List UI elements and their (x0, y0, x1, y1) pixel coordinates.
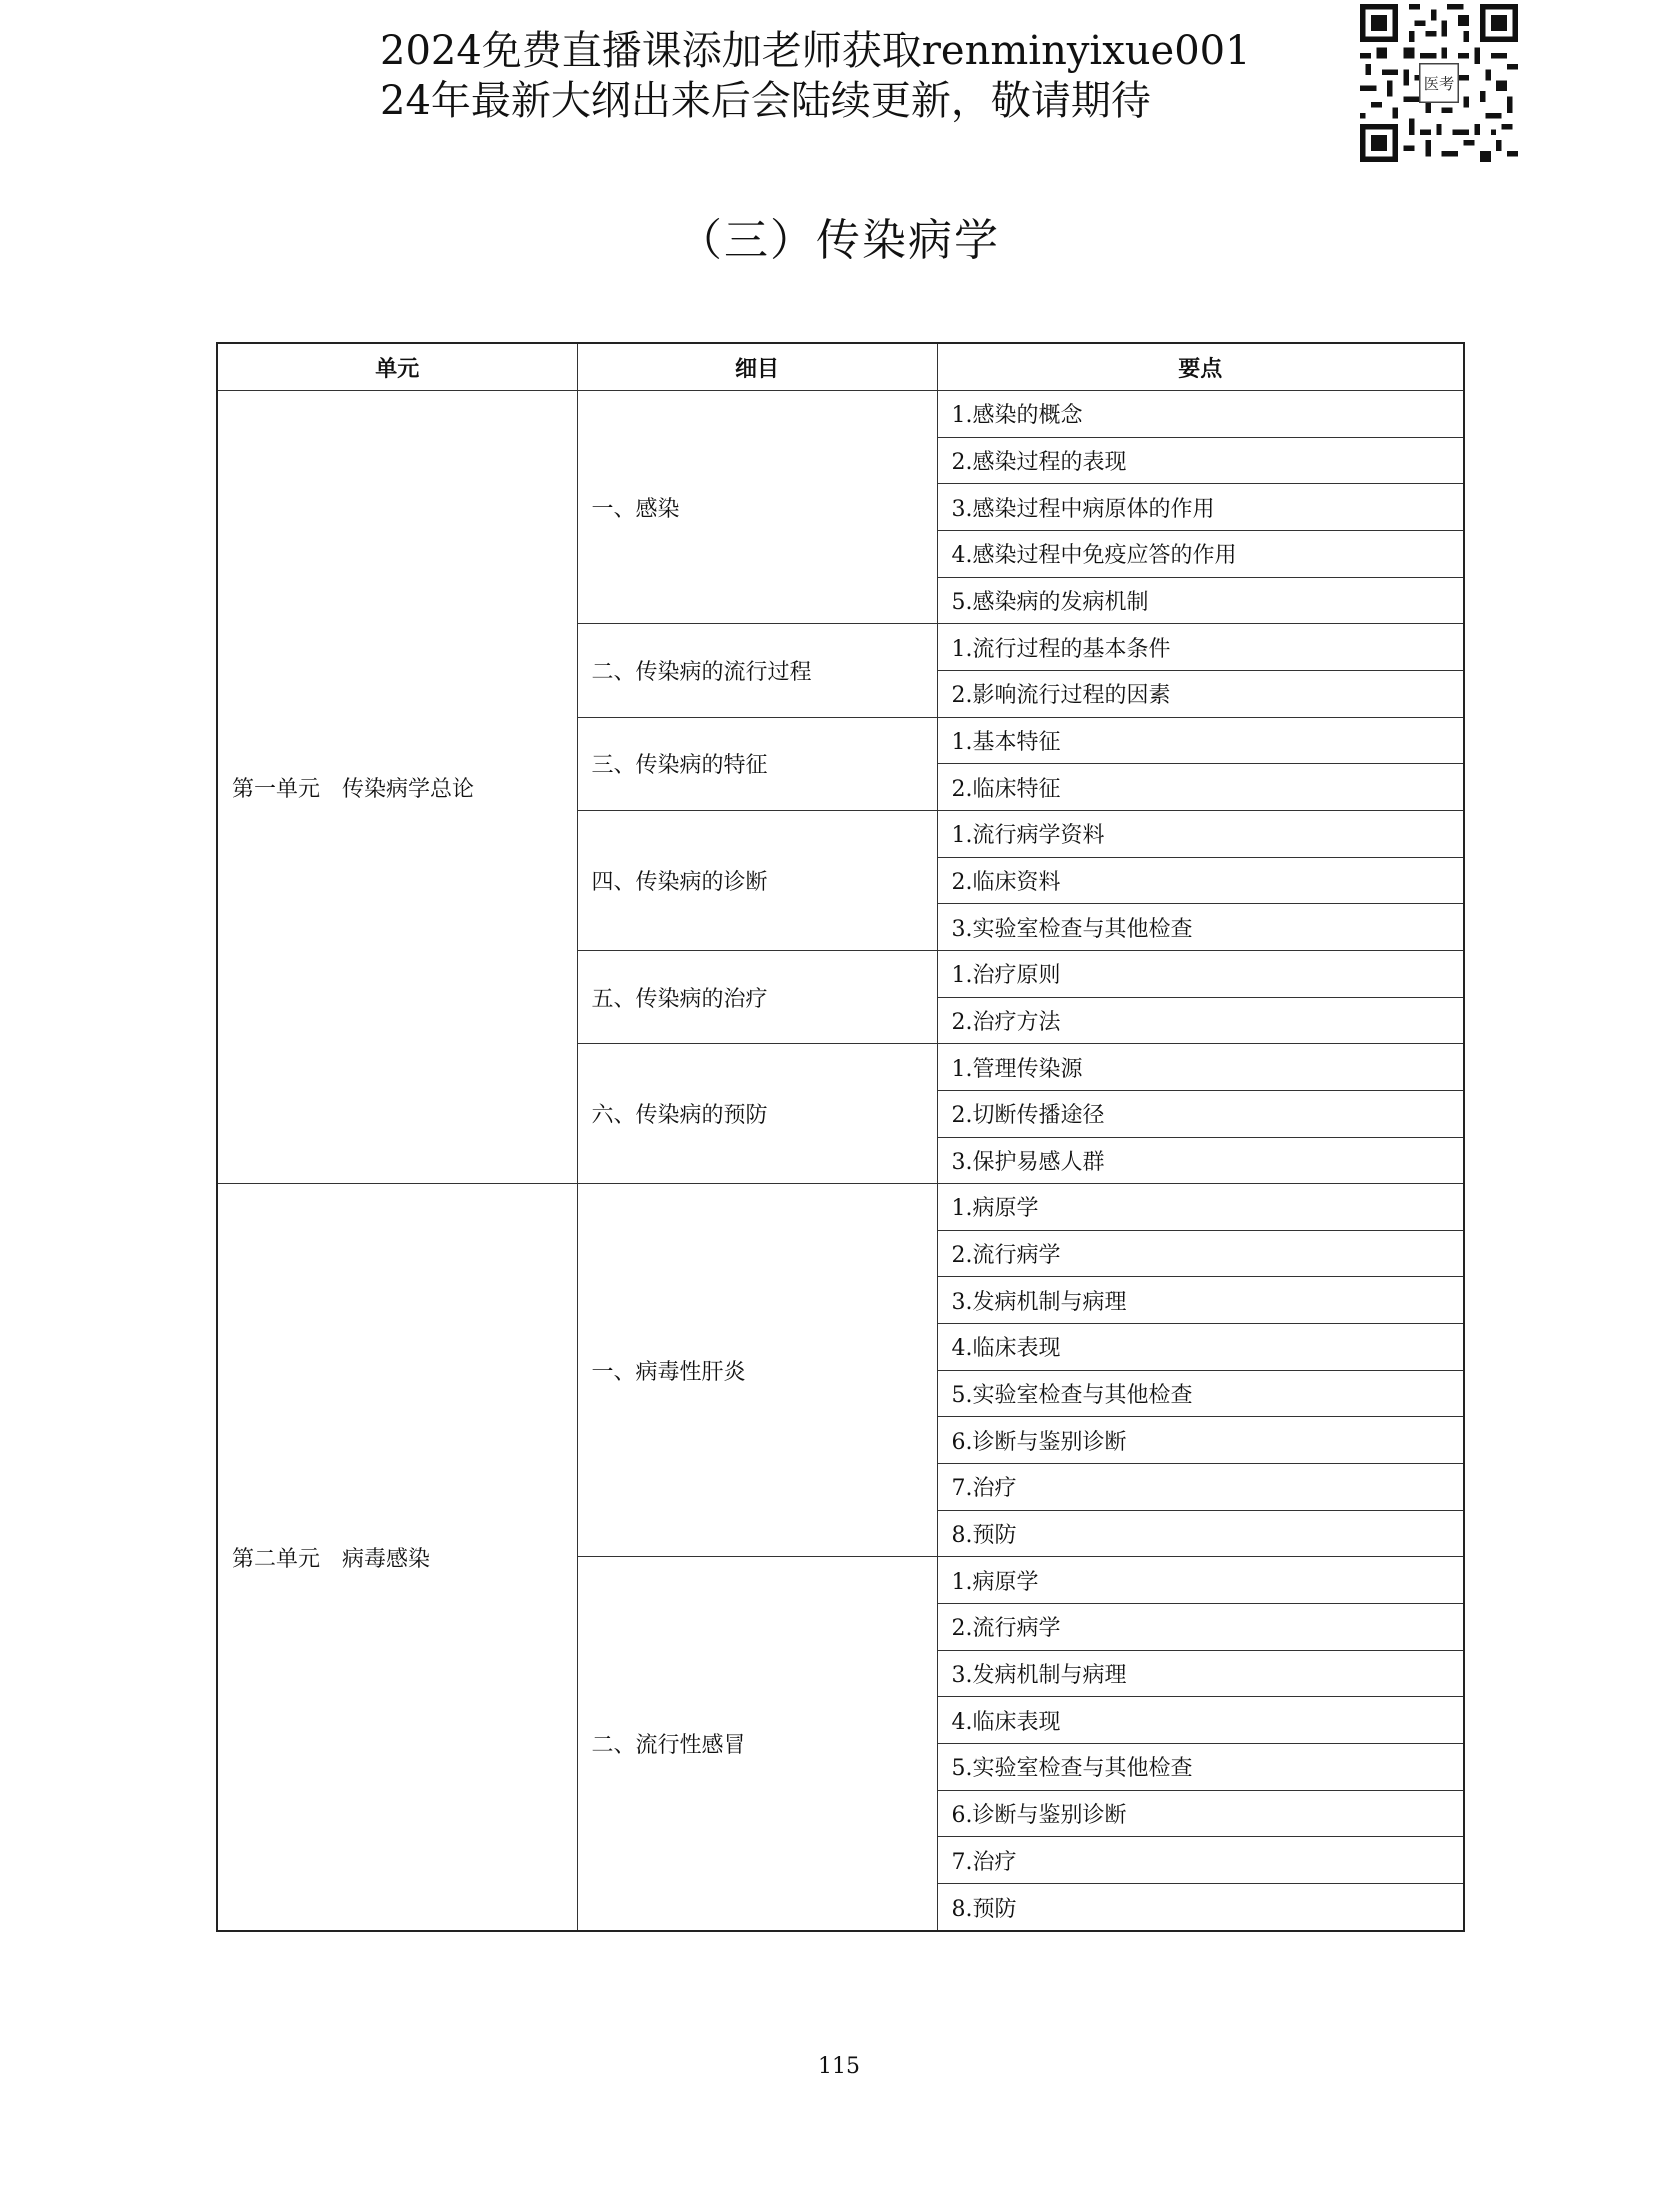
point-cell: 1.病原学 (937, 1557, 1464, 1604)
point-cell: 1.治疗原则 (937, 950, 1464, 997)
table-row (217, 391, 1464, 438)
point-cell: 4.感染过程中免疫应答的作用 (937, 530, 1464, 577)
item-cell: 一、病毒性肝炎 (577, 1184, 937, 1557)
point-cell: 2.流行病学 (937, 1604, 1464, 1651)
point-cell: 5.实验室检查与其他检查 (937, 1744, 1464, 1791)
point-cell: 8.预防 (937, 1510, 1464, 1557)
item-cell: 二、流行性感冒 (577, 1557, 937, 1931)
point-cell: 5.感染病的发病机制 (937, 577, 1464, 624)
unit-cell: 第二单元 病毒感染 (217, 1184, 577, 1931)
header-item: 细目 (577, 343, 937, 391)
point-cell: 5.实验室检查与其他检查 (937, 1370, 1464, 1417)
page-title: （三）传染病学 (678, 215, 1000, 266)
promo-banner (380, 26, 1251, 126)
point-cell: 4.临床表现 (937, 1324, 1464, 1371)
header-point: 要点 (937, 343, 1464, 391)
promo-line-1: 2024免费直播课添加老师获取renminyixue001 (380, 28, 1251, 74)
unit-cell: 第一单元 传染病学总论 (217, 391, 577, 1184)
item-cell: 四、传染病的诊断 (577, 810, 937, 950)
point-cell: 3.发病机制与病理 (937, 1277, 1464, 1324)
point-cell: 6.诊断与鉴别诊断 (937, 1790, 1464, 1837)
point-cell: 1.病原学 (937, 1184, 1464, 1231)
point-cell: 7.治疗 (937, 1464, 1464, 1511)
point-cell: 2.治疗方法 (937, 997, 1464, 1044)
table-row (217, 1184, 1464, 1231)
point-cell: 7.治疗 (937, 1837, 1464, 1884)
table-header-row (217, 343, 1464, 391)
point-cell: 6.诊断与鉴别诊断 (937, 1417, 1464, 1464)
item-cell: 五、传染病的治疗 (577, 950, 937, 1043)
point-cell: 2.影响流行过程的因素 (937, 670, 1464, 717)
promo-line-2: 24年最新大纲出来后会陆续更新，敬请期待 (380, 78, 1151, 124)
item-cell: 六、传染病的预防 (577, 1044, 937, 1184)
page-number: 115 (818, 2054, 860, 2079)
header-unit: 单元 (217, 343, 577, 391)
syllabus-body (217, 391, 1464, 1932)
point-cell: 1.管理传染源 (937, 1044, 1464, 1091)
point-cell: 3.实验室检查与其他检查 (937, 904, 1464, 951)
point-cell: 1.基本特征 (937, 717, 1464, 764)
point-cell: 1.流行病学资料 (937, 810, 1464, 857)
item-cell: 二、传染病的流行过程 (577, 624, 937, 717)
item-cell: 一、感染 (577, 391, 937, 624)
point-cell: 1.流行过程的基本条件 (937, 624, 1464, 671)
point-cell: 2.临床资料 (937, 857, 1464, 904)
point-cell: 4.临床表现 (937, 1697, 1464, 1744)
syllabus-table (216, 342, 1465, 1932)
point-cell: 3.保护易感人群 (937, 1137, 1464, 1184)
point-cell: 2.切断传播途径 (937, 1090, 1464, 1137)
point-cell: 2.临床特征 (937, 764, 1464, 811)
point-cell: 3.发病机制与病理 (937, 1650, 1464, 1697)
point-cell: 1.感染的概念 (937, 391, 1464, 438)
qr-code-icon (1360, 4, 1518, 162)
item-cell: 三、传染病的特征 (577, 717, 937, 810)
point-cell: 3.感染过程中病原体的作用 (937, 484, 1464, 531)
point-cell: 2.感染过程的表现 (937, 437, 1464, 484)
point-cell: 8.预防 (937, 1884, 1464, 1932)
point-cell: 2.流行病学 (937, 1230, 1464, 1277)
qr-center-label: 医考 (1423, 74, 1455, 93)
